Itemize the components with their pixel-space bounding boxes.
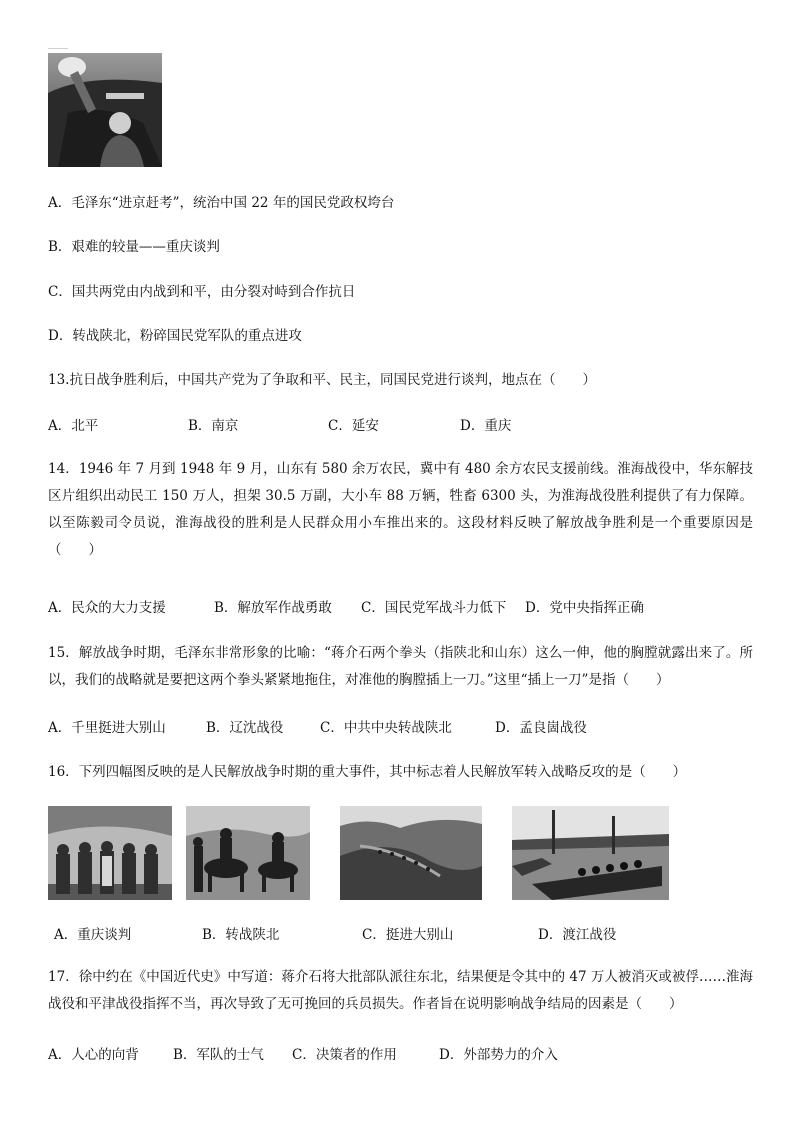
q17-option-d: D．外部势力的介入 <box>439 1047 558 1063</box>
q17-option-a: A．人心的向背 <box>48 1047 139 1063</box>
q14-option-a: A．民众的大力支援 <box>48 600 166 616</box>
q14-option-d: D．党中央指挥正确 <box>525 600 644 616</box>
q16-option-a: A．重庆谈判 <box>54 927 132 943</box>
chongqing-negotiation-photo <box>48 806 172 900</box>
q16-option-b: B．转战陕北 <box>202 927 280 943</box>
q15-option-b: B．辽沈战役 <box>206 720 284 736</box>
dabie-mountain-photo <box>340 806 482 900</box>
q14-option-b: B．解放军作战勇敢 <box>214 600 332 616</box>
q13-option-a: A．北平 <box>48 418 99 434</box>
q13-option-b: B．南京 <box>188 418 239 434</box>
q15-option-c: C．中共中央转战陕北 <box>320 720 452 736</box>
q16-stem: 16．下列四幅图反映的是人民解放战争时期的重大事件，其中标志着人民解放军转入战略反攻的是（ ） <box>48 764 687 780</box>
q13-option-d: D．重庆 <box>460 418 512 434</box>
q17-option-c: C．决策者的作用 <box>292 1047 397 1063</box>
q16-option-c: C．挺进大别山 <box>362 927 454 943</box>
header-rule <box>48 48 68 49</box>
q17-stem: 17．徐中约在《中国近代史》中写道：蒋介石将大批部队派往东北，结果便是令其中的 47 万人被消灭或被俘……淮海战役和平津战役指挥不当，再次导致了无可挽回的兵员损失。作者旨在说明影响战争结局的因素是（ ） <box>48 969 753 1012</box>
q12-option-a: A．毛泽东“进京赶考”，统治中国 22 年的国民党政权垮台 <box>48 195 395 211</box>
river-crossing-photo <box>512 806 669 900</box>
q17-option-b: B．军队的士气 <box>173 1047 264 1063</box>
q14-stem: 14．1946 年 7 月到 1948 年 9 月，山东有 580 余万农民，冀中有 480 余方农民支援前线。淮海战役中，华东解技区片组织出动民工 150 万人，担架 30.5 万副，大小车 88 万辆，牲畜 6300 头，为淮海战役胜利提供了有力保障。以至陈毅司令员说，淮海战役的胜利是人民群众用小车推出来的。这段材料反映了解放战争胜利是一个重要原因是（ ） <box>48 461 753 558</box>
q13-option-c: C．延安 <box>328 418 379 434</box>
q15-option-a: A．千里挺进大别山 <box>48 720 166 736</box>
shaanbei-march-photo <box>186 806 310 900</box>
mao-waving-photo <box>48 53 162 167</box>
q12-option-c: C．国共两党由内战到和平，由分裂对峙到合作抗日 <box>48 284 356 300</box>
q12-option-d: D．转战陕北，粉碎国民党军队的重点进攻 <box>48 328 302 344</box>
q15-option-d: D．孟良崮战役 <box>495 720 587 736</box>
q16-option-d: D．渡江战役 <box>538 927 617 943</box>
q14-option-c: C．国民党军战斗力低下 <box>361 600 507 616</box>
q15-stem: 15．解放战争时期，毛泽东非常形象的比喻：“蒋介石两个拳头（指陕北和山东）这么一伸，他的胸膛就露出来了。所以，我们的战略就是要把这两个拳头紧紧地拖住，对准他的胸膛插上一刀。”这里“插上一刀”是指（ ） <box>48 645 753 688</box>
q13-stem: 13.抗日战争胜利后，中国共产党为了争取和平、民主，同国民党进行谈判，地点在（ ） <box>48 372 596 388</box>
q12-option-b: B．艰难的较量——重庆谈判 <box>48 239 220 255</box>
